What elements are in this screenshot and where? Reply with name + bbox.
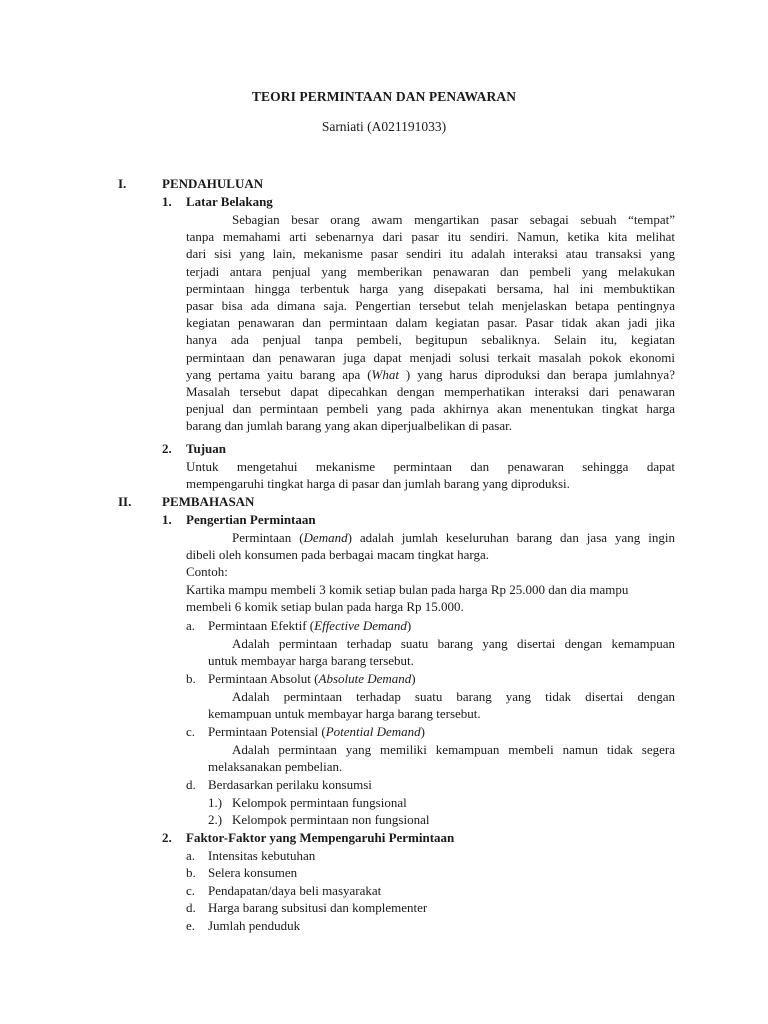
list-marker: b. [186, 671, 196, 686]
latar-belakang-paragraph [186, 211, 675, 435]
paragraph-line: membeli 6 komik setiap bulan pada harga Rp 15.000. [186, 598, 464, 614]
list-item-label: Berdasarkan perilaku konsumsi [208, 777, 372, 792]
list-marker: a. [186, 618, 196, 633]
list-marker: c. [186, 883, 196, 898]
paragraph-line: penjual dan permintaan pembeli yang pada akhirnya akan menentukan tingkat harga [186, 401, 675, 417]
section-2-title: PEMBAHASAN [162, 494, 255, 509]
paragraph-line: hanya ada penjual tanpa pembeli, begitupun sebaliknya. Selain itu, kegiatan [186, 332, 675, 348]
sublist-item: Kelompok permintaan fungsional [232, 795, 407, 810]
paragraph-line: Kartika mampu membeli 3 komik setiap bulan pada harga Rp 25.000 dan dia mampu [186, 581, 629, 597]
subsection-2-2-title: Faktor-Faktor yang Mempengaruhi Permintaan [186, 830, 455, 845]
list-item: Selera konsumen [208, 865, 298, 880]
list-item-description: Adalah permintaan yang memiliki kemampuan membeli namun tidak segera melaksanakan pembelian. [208, 742, 675, 775]
subsection-2-1-title: Pengertian Permintaan [186, 512, 316, 527]
paragraph-line: Permintaan (Demand) adalah jumlah keseluruhan barang dan jasa yang ingin [232, 530, 675, 545]
paragraph-line: pasar bisa ada dimana saja. Pengertian tersebut telah menjelaskan betapa pentingnya [186, 298, 675, 314]
list-marker: e. [186, 918, 196, 933]
subsection-2-2-number: 2. [162, 830, 172, 845]
list-item: Jumlah penduduk [208, 918, 301, 933]
sublist-marker: 2.) [208, 812, 223, 827]
list-marker: d. [186, 777, 196, 792]
list-item-label: Permintaan Efektif (Effective Demand) [208, 618, 412, 633]
paragraph-line: Untuk mengetahui mekanisme permintaan dan penawaran sehingga dapat [186, 459, 675, 474]
sublist-item: Kelompok permintaan non fungsional [232, 812, 430, 827]
tujuan-paragraph [186, 458, 675, 492]
paragraph-line: yang pertama yaitu barang apa (What ) yang harus diproduksi dan berapa jumlahnya? [186, 366, 675, 382]
paragraph-line: barang dan jumlah barang yang akan diperjualbelikan di pasar. [186, 418, 512, 434]
list-item-label: Permintaan Potensial (Potential Demand) [208, 724, 426, 739]
subsection-1-2-title: Tujuan [186, 441, 226, 456]
section-2-number: II. [118, 494, 132, 509]
sublist-marker: 1.) [208, 795, 223, 810]
list-marker: a. [186, 848, 196, 863]
list-item-description: Adalah permintaan terhadap suatu barang yang tidak disertai dengan kemampuan untuk membayar harga barang tersebut. [208, 689, 675, 722]
list-item-label: Permintaan Absolut (Absolute Demand) [208, 671, 416, 686]
list-marker: c. [186, 724, 196, 739]
paragraph-line: dari sisi yang lain, mekanisme pasar sendiri itu adalah interaksi atau transaksi yang [186, 246, 675, 262]
contoh-label: Contoh: [186, 564, 228, 580]
paragraph-line: permintaan dan penawaran juga dapat menjadi solusi terkait masalah pokok ekonomi [186, 349, 675, 365]
document-author: Sarniati (A021191033) [321, 119, 447, 134]
list-item-description: Adalah permintaan terhadap suatu barang yang disertai dengan kemampuan untuk membayar harga barang tersebut. [208, 636, 675, 669]
list-marker: d. [186, 900, 196, 915]
subsection-1-1-number: 1. [162, 194, 172, 209]
subsection-1-2-number: 2. [162, 441, 172, 456]
section-1-title: PENDAHULUAN [162, 176, 264, 191]
paragraph-line: permintaan hingga terbentuk harga yang disepakati bersama, hal ini membuktikan [186, 280, 675, 296]
section-1-number: I. [118, 176, 127, 191]
subsection-2-1-number: 1. [162, 512, 172, 527]
document-title: TEORI PERMINTAAN DAN PENAWARAN [251, 89, 517, 104]
paragraph-line: Masalah tersebut dapat dipecahkan dengan memperhatikan interaksi dari penawaran [186, 384, 675, 400]
permintaan-definition [186, 529, 675, 615]
list-item: Pendapatan/daya beli masyarakat [208, 883, 382, 898]
paragraph-line: Sebagian besar orang awam mengartikan pasar sebagai sebuah “tempat” [232, 212, 675, 227]
paragraph-line: kegiatan penawaran dan permintaan dalam kegiatan pasar. Pasar tidak akan jadi jika [186, 315, 675, 331]
paragraph-line: terjadi antara penjual yang memberikan penawaran dan pembeli yang melakukan [186, 263, 675, 279]
paragraph-line: mempengaruhi tingkat harga di pasar dan jumlah barang yang diproduksi. [186, 476, 570, 492]
paragraph-line: dibeli oleh konsumen pada berbagai macam tingkat harga. [186, 547, 489, 563]
paragraph-line: tanpa memahami arti sebenarnya dari pasar itu sendiri. Namun, ketika kita melihat [186, 229, 675, 245]
list-marker: b. [186, 865, 196, 880]
list-item: Harga barang subsitusi dan komplementer [208, 900, 428, 915]
list-item: Intensitas kebutuhan [208, 848, 316, 863]
subsection-1-1-title: Latar Belakang [186, 194, 273, 209]
